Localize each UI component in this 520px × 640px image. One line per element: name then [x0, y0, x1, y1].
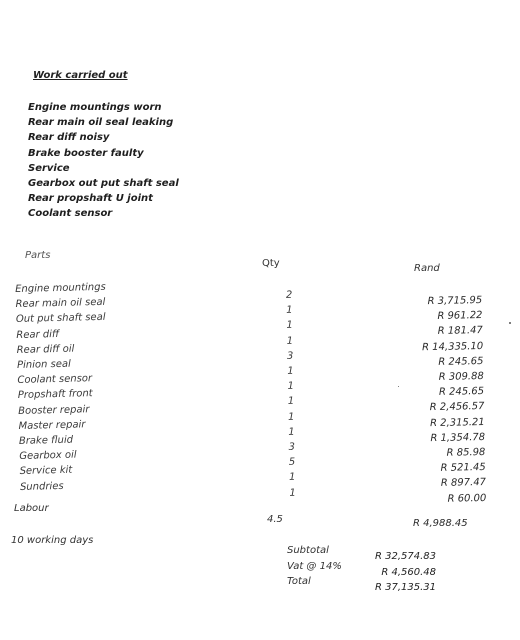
part-amount: R 897.47 [440, 477, 487, 490]
part-amount: R 85.98 [446, 446, 486, 459]
part-name: Master repair [18, 419, 86, 432]
part-amount: R 961.22 [437, 310, 483, 323]
part-qty: 1 [287, 381, 295, 393]
labour-qty: 4.5 [267, 514, 283, 525]
part-qty: 3 [288, 441, 296, 453]
part-name: Rear diff [16, 328, 60, 341]
part-name: Engine mountings [15, 281, 106, 295]
labour-label: Labour [14, 503, 49, 514]
part-name: Propshaft front [17, 388, 93, 402]
part-qty: 2 [285, 289, 293, 301]
scan-speck [509, 322, 511, 324]
part-qty: 1 [289, 487, 296, 499]
part-amount: R 2,315.21 [429, 416, 485, 429]
work-item: Rear propshaft U joint [28, 193, 153, 205]
part-qty: 1 [286, 305, 293, 317]
part-name: Rear diff oil [16, 343, 75, 356]
working-days-note: 10 working days [11, 535, 94, 546]
work-items-list [28, 100, 179, 222]
part-qty: 1 [288, 426, 295, 438]
part-amount: R 245.65 [438, 355, 484, 368]
part-amount: R 1,354.78 [430, 431, 486, 444]
part-name: Gearbox oil [19, 449, 77, 463]
part-amount: R 2,456.57 [429, 401, 485, 414]
parts-label: Parts [25, 250, 51, 261]
labour-amount: R 4,988.45 [413, 518, 468, 529]
work-item: Rear main oil seal leaking [28, 117, 174, 129]
part-amount: R 14,335.10 [421, 340, 484, 353]
qty-column-header: Qty [262, 258, 280, 269]
part-amount: R 309.88 [438, 370, 484, 383]
part-qty: 1 [286, 320, 293, 332]
part-amount: R 3,715.95 [427, 294, 483, 308]
part-amount: R 60.00 [447, 492, 487, 505]
parts-name-column [15, 280, 111, 495]
total-value: R 37,135.31 [374, 582, 436, 593]
rand-column-header: Rand [414, 263, 440, 274]
work-item: Coolant sensor [28, 208, 113, 220]
part-name: Sundries [19, 480, 64, 493]
parts-qty-column [282, 288, 300, 501]
part-name: Brake fluid [18, 434, 74, 447]
part-name: Rear main oil seal [15, 297, 106, 311]
parts-amount-column [421, 293, 486, 507]
part-name: Service kit [19, 465, 73, 478]
totals-values [375, 549, 436, 596]
work-carried-out-heading: Work carried out [33, 70, 128, 81]
subtotal-label: Subtotal [287, 545, 329, 556]
part-qty: 3 [286, 350, 294, 362]
work-item: Rear diff noisy [28, 132, 110, 144]
scan-speck [398, 386, 399, 387]
part-name: Coolant sensor [17, 373, 93, 387]
part-qty: 1 [287, 396, 295, 408]
part-amount: R 181.47 [437, 325, 483, 338]
part-qty: 5 [288, 457, 296, 469]
part-qty: 1 [286, 335, 294, 347]
subtotal-value: R 32,574.83 [374, 551, 436, 562]
work-item: Service [28, 162, 70, 174]
work-item: Brake booster faulty [28, 147, 144, 159]
totals-labels [287, 543, 342, 590]
part-amount: R 521.45 [440, 462, 486, 475]
part-name: Booster repair [18, 403, 90, 417]
part-name: Out put shaft seal [15, 312, 106, 326]
part-qty: 1 [289, 472, 296, 484]
part-name: Pinion seal [16, 358, 71, 371]
work-item: Engine mountings worn [28, 102, 162, 113]
total-label: Total [287, 576, 311, 587]
vat-value: R 4,560.48 [381, 566, 436, 578]
part-amount: R 245.65 [438, 386, 485, 399]
part-qty: 1 [287, 411, 295, 423]
work-item: Gearbox out put shaft seal [28, 178, 179, 190]
vat-label: Vat @ 14% [287, 560, 342, 572]
part-qty: 1 [287, 365, 294, 377]
